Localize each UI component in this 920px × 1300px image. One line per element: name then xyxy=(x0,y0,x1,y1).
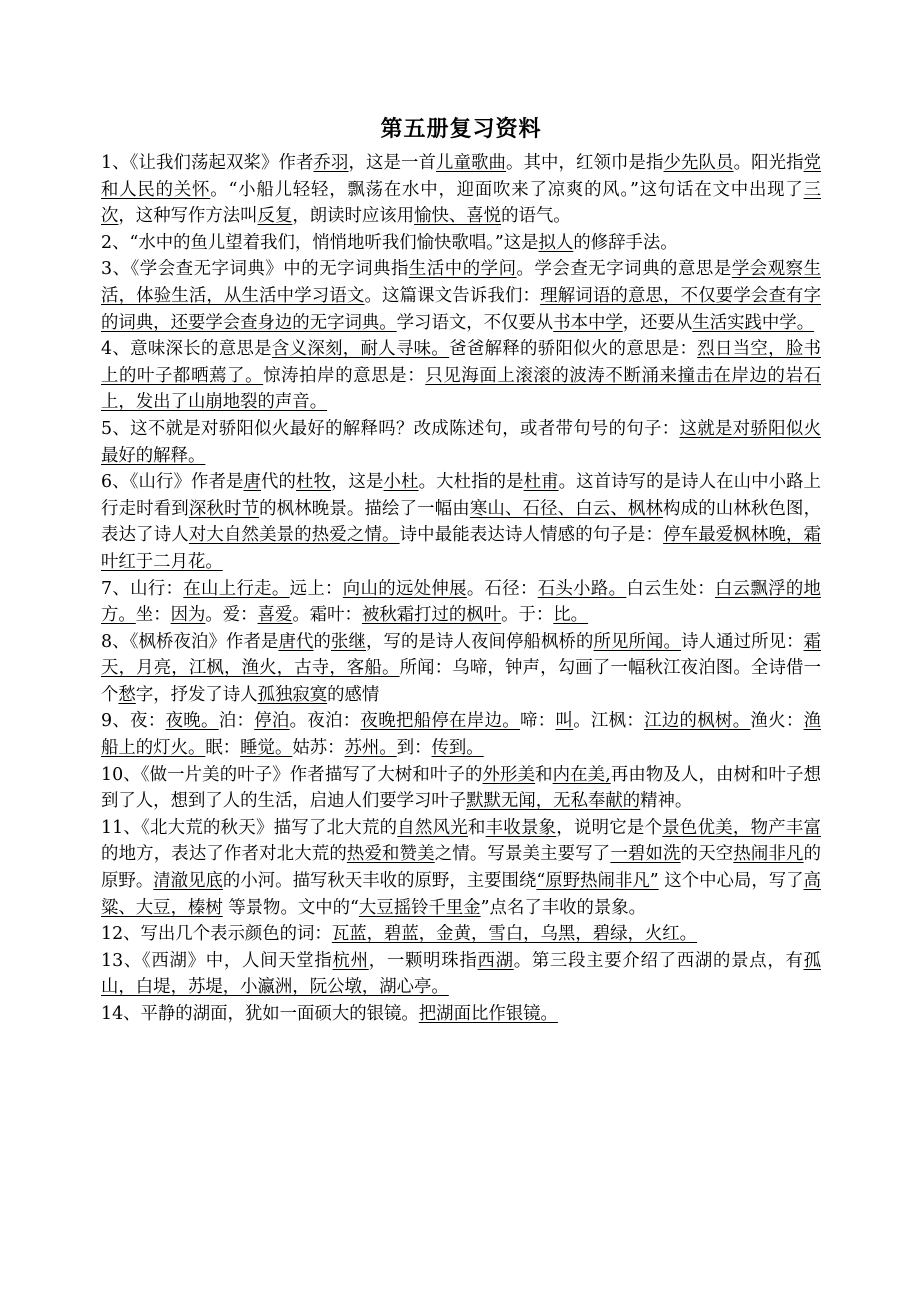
question-text: 。这首诗写的是诗人在山中小路上行走时看到 xyxy=(101,472,821,519)
answer-text: 学会观察生活，体验生活，从生活中学习语文 xyxy=(101,259,821,306)
answer-text: 孤独寂寞 xyxy=(257,684,328,705)
question-text: 到： xyxy=(396,738,432,759)
question-text: 。于： xyxy=(501,605,554,626)
answer-text: 一碧如洗 xyxy=(610,844,681,865)
answer-text: 热闹非凡 xyxy=(733,844,804,865)
question-text: 眠： xyxy=(205,738,241,759)
answer-text: “原野热闹非凡” xyxy=(536,871,659,892)
answer-text: 霜天，月亮，江枫，渔火，古寺，客船。 xyxy=(101,631,821,679)
document-page xyxy=(101,112,821,1028)
answer-text: 向山的远处伸展 xyxy=(342,578,467,599)
question-text: ，这是 xyxy=(331,472,384,493)
answer-text: 愉快、喜悦 xyxy=(414,206,502,227)
answer-text: 热爱和赞美 xyxy=(346,844,435,865)
question-text: 7、山行： xyxy=(101,578,184,599)
answer-text: 少先队员 xyxy=(663,153,734,173)
question-text: ”点名了丰收的景象。 xyxy=(480,897,647,918)
answer-text: 停车最爱枫林晚，霜叶红于二月花。 xyxy=(101,525,821,572)
answer-text: 孤山，白堤，苏堤，小瀛洲，阮公墩，湖心亭。 xyxy=(101,950,821,998)
question-text: 惊涛拍岸的意思是： xyxy=(263,365,426,386)
answer-text: 儿童歌曲 xyxy=(436,153,507,173)
question-text: 这个中心局，写了 xyxy=(658,871,804,892)
question-text: 姑苏： xyxy=(292,738,345,759)
answer-text: 唐 xyxy=(243,472,261,493)
question-text: 。夜泊： xyxy=(289,711,361,732)
answer-text: 党和人民的关怀 xyxy=(101,153,821,200)
answer-text: 比。 xyxy=(553,605,589,626)
question-text: 等景物。文中的“ xyxy=(222,897,359,918)
answer-text: 白云飘浮的地方。 xyxy=(101,578,821,626)
review-item xyxy=(101,576,821,629)
review-item xyxy=(101,150,821,230)
question-text: ，这种写作方法叫 xyxy=(118,206,258,227)
answer-text: 夜晚。 xyxy=(165,711,219,732)
question-text: ，写的是诗人夜间停船枫桥的 xyxy=(366,631,594,652)
question-text: 的地方，表达了作者对北大荒的 xyxy=(101,844,347,865)
question-text: 的感情 xyxy=(327,684,380,705)
question-text: 构成的山林秋色图，表达了诗人 xyxy=(101,498,821,546)
answer-text: 渔船上的灯火。 xyxy=(101,711,821,759)
question-text: 。这篇课文告诉我们： xyxy=(364,285,541,306)
question-text: 9、夜： xyxy=(101,711,166,732)
question-text: 。爱： xyxy=(205,605,258,626)
question-text: 的修辞手法。 xyxy=(573,232,678,253)
question-text: 。石径： xyxy=(466,578,538,599)
question-text: 渔火： xyxy=(750,711,804,732)
review-item xyxy=(101,1001,821,1028)
question-text: 2、“水中的鱼儿望着我们，悄悄地听我们愉快歌唱。”这是 xyxy=(101,232,539,253)
answer-text: 大豆摇铃千里金 xyxy=(358,897,481,918)
answer-text: 生活中的学问 xyxy=(408,259,517,280)
answer-text: 生活实践中学。 xyxy=(692,312,815,333)
question-text: 坐： xyxy=(135,605,171,626)
answer-text: 江边的枫树。 xyxy=(644,711,751,732)
review-item xyxy=(101,708,821,761)
answer-text: 小杜 xyxy=(383,472,419,493)
review-item xyxy=(101,469,821,575)
answer-text: 愁 xyxy=(118,684,136,705)
question-text: 。其中，红领巾是指 xyxy=(506,153,664,173)
answer-text: 所见所闻。 xyxy=(593,631,682,652)
review-item-list xyxy=(101,150,821,1028)
question-text: 的 xyxy=(313,631,332,652)
question-text: ，还要从 xyxy=(622,312,693,333)
answer-text: 外形美 xyxy=(482,764,536,785)
answer-text: 深秋时节 xyxy=(188,498,260,519)
review-item xyxy=(101,921,821,948)
question-text: 6、《山行》作者是 xyxy=(101,472,244,493)
question-text: 。大杜指的是 xyxy=(418,472,524,493)
answer-text: 对大自然美景的热爱之情。 xyxy=(188,525,400,546)
question-text: 的枫林晚景。描绘了一幅由 xyxy=(259,498,470,519)
question-text: 。霜叶： xyxy=(292,605,362,626)
answer-text: 三次 xyxy=(101,179,821,227)
question-text: 3、《学会查无字词典》中的无字词典指 xyxy=(101,259,409,280)
question-text: ，一颗明珠指 xyxy=(368,950,478,971)
answer-text: 夜晚把船停在岸边。 xyxy=(360,711,521,732)
review-item xyxy=(101,948,821,1001)
question-text: 啼： xyxy=(520,711,556,732)
answer-text: 内在美, xyxy=(552,764,611,785)
question-text: 学习语文，不仅要从 xyxy=(396,312,554,333)
question-text: 13、《西湖》中，人间天堂指 xyxy=(101,950,333,971)
answer-text: 默默无闻，无私奉献的 xyxy=(466,791,641,812)
question-text: 的小河。描写秋天丰收的原野，主要围绕 xyxy=(222,871,537,892)
question-text: 之情。写景美主要写了 xyxy=(434,844,611,865)
question-text: 诗人通过所见： xyxy=(681,631,804,652)
answer-text: 景色优美，物产丰富 xyxy=(662,817,821,838)
question-text: 的语气。 xyxy=(501,206,571,227)
answer-text: 高粱、大豆，榛树 xyxy=(101,871,821,918)
question-text: ，说明它是个 xyxy=(556,817,663,838)
question-text: 代的 xyxy=(261,472,297,493)
question-text: 10、《做一片美的叶子》作者描写了大树和叶子的 xyxy=(101,764,483,785)
answer-text: 丰收景象 xyxy=(485,817,557,838)
answer-text: 杜牧 xyxy=(296,472,332,493)
answer-text: 反复 xyxy=(257,206,293,227)
question-text: 。学会查无字词典的意思是 xyxy=(516,259,732,280)
review-item xyxy=(101,416,821,469)
answer-text: 书本中学 xyxy=(553,312,623,333)
answer-text: 杭州 xyxy=(332,950,369,971)
question-text: 诗中最能表达诗人情感的句子是： xyxy=(399,525,664,546)
answer-text: 在山上行走。 xyxy=(183,578,290,599)
answer-text: 叫 xyxy=(555,711,574,732)
answer-text: 清澈见底 xyxy=(153,871,223,892)
question-text: 字，抒发了诗人 xyxy=(135,684,258,705)
document-title: 第五册复习资料 xyxy=(380,116,542,142)
answer-text: 因为 xyxy=(170,605,206,626)
answer-text: 自然风光 xyxy=(397,817,468,838)
question-text: 。阳光指 xyxy=(733,153,804,173)
question-text: 11、《北大荒的秋天》描写了北大荒的 xyxy=(101,817,398,838)
review-item xyxy=(101,815,821,921)
answer-text: 只见海面上滚滚的波涛不断涌来撞击在岸边的岩石上，发出了山崩地裂的声音。 xyxy=(101,365,821,413)
review-item xyxy=(101,762,821,815)
review-item xyxy=(101,256,821,336)
question-text: 爸爸解释的骄阳似火的意思是： xyxy=(449,339,698,360)
question-text: 再由物及人，由树和叶子想到了人，想到了人的生活，启迪人们要学习叶子 xyxy=(101,764,821,812)
question-text: ，这是一首 xyxy=(348,153,437,173)
review-item xyxy=(101,336,821,416)
question-text: 12、写出几个表示颜色的词： xyxy=(101,924,332,945)
question-text: 。第三段主要介绍了西湖的景点，有 xyxy=(513,950,804,971)
question-text: 14、平静的湖面，犹如一面硕大的银镜。 xyxy=(101,1004,419,1024)
answer-text: 唐代 xyxy=(278,631,314,652)
question-text: 泊： xyxy=(218,711,255,732)
answer-text: 停泊 xyxy=(254,711,290,732)
answer-text: 睡觉。 xyxy=(240,738,293,759)
question-text: 和 xyxy=(467,817,486,838)
answer-text: 苏州。 xyxy=(344,738,397,759)
answer-text: 张继 xyxy=(331,631,367,652)
answer-text: 这就是对骄阳似火最好的解释。 xyxy=(101,418,821,466)
question-text: 4、意味深长的意思是 xyxy=(101,339,272,360)
question-text: 1、《让我们荡起双桨》作者 xyxy=(101,153,314,173)
question-text: 精神。 xyxy=(640,791,693,812)
answer-text: 杜甫 xyxy=(523,472,559,493)
question-text: ，朗读时应该用 xyxy=(292,206,415,227)
answer-text: 西湖 xyxy=(477,950,514,971)
answer-text: 含义深刻，耐人寻味。 xyxy=(271,339,450,360)
answer-text: 寒山、石径、白云、枫林 xyxy=(469,498,664,519)
answer-text: 理解词语的意思，不仅要学会查有字的词典，还要学会查身边的无字词典。 xyxy=(101,285,821,333)
question-text: 的天空 xyxy=(680,844,734,865)
question-text: 5、这不就是对骄阳似火最好的解释吗？改成陈述句，或者带句号的句子： xyxy=(101,418,680,439)
review-item xyxy=(101,629,821,709)
answer-text: 传到。 xyxy=(431,738,484,759)
question-text: 所闻：乌啼，钟声，勾画了一幅秋江夜泊图。全诗借一个 xyxy=(101,658,821,705)
answer-text: 乔羽 xyxy=(313,153,349,173)
answer-text: 烈日当空，脸书上的叶子都晒蔫了。 xyxy=(101,339,821,386)
answer-text: 瓦蓝，碧蓝，金黄，雪白，乌黑，碧绿，火红。 xyxy=(331,924,698,945)
question-text: 8、《枫桥夜泊》作者是 xyxy=(101,631,279,652)
answer-text: 石头小路。 xyxy=(537,578,627,599)
question-text: 和 xyxy=(535,764,553,785)
answer-text: 喜爱 xyxy=(257,605,293,626)
question-text: 远上： xyxy=(289,578,343,599)
answer-text: 被秋霜打过的枫叶 xyxy=(361,605,502,626)
answer-text: 把湖面比作银镜。 xyxy=(418,1004,558,1024)
question-text: 的原野。 xyxy=(101,844,821,892)
review-item xyxy=(101,230,821,257)
question-text: 白云生处： xyxy=(626,578,715,599)
question-text: 。“小船儿轻轻，飘荡在水中，迎面吹来了凉爽的风。”这句话在文中出现了 xyxy=(210,179,804,200)
answer-text: 拟人 xyxy=(538,232,574,253)
question-text: 。江枫： xyxy=(573,711,645,732)
